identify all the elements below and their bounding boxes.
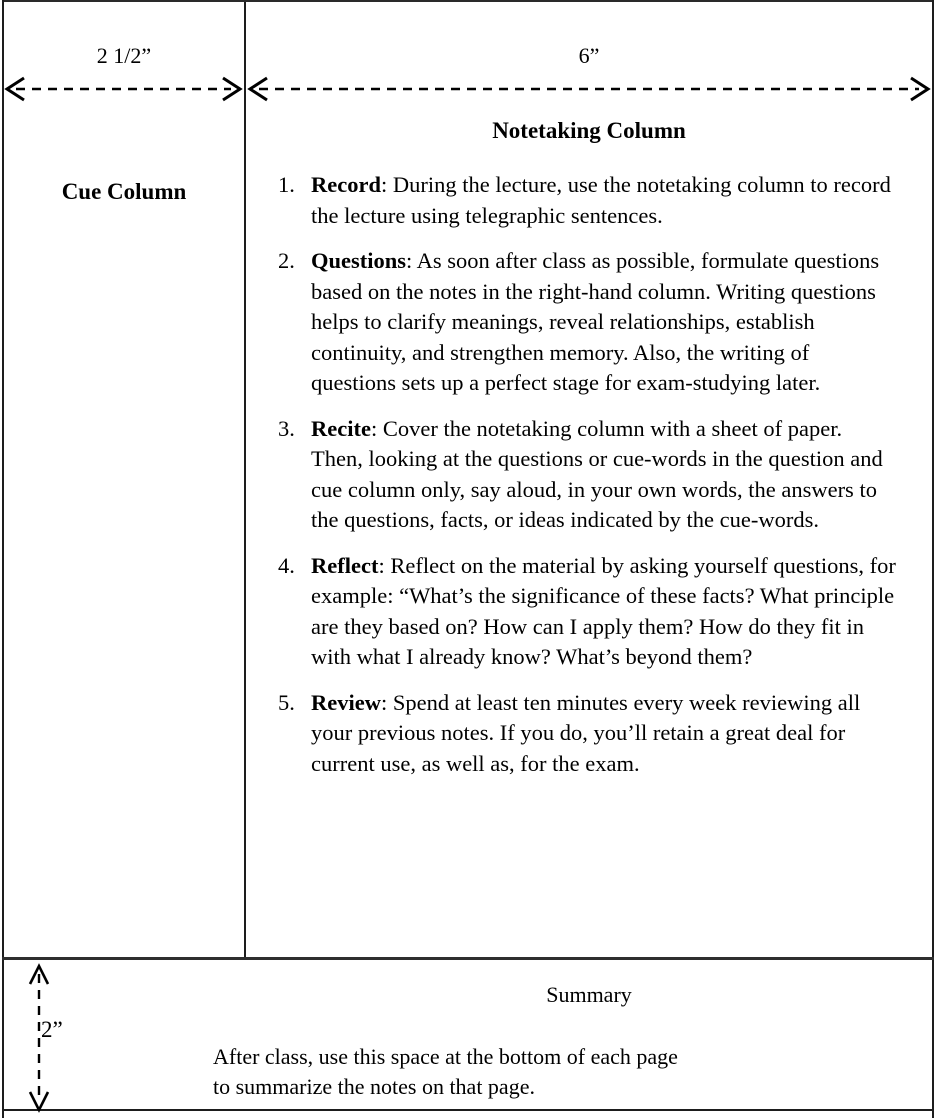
cue-column-width-arrow	[2, 76, 245, 102]
notetaking-step-number: 5.	[278, 689, 295, 715]
notetaking-step	[278, 170, 898, 231]
notetaking-steps-list	[278, 170, 898, 794]
page-border-bottom	[2, 1109, 934, 1111]
summary-instructions-line-2: to summarize the notes on that page.	[213, 1074, 535, 1099]
notetaking-step-number: 3.	[278, 415, 295, 441]
summary-divider-line	[2, 957, 934, 960]
notetaking-step	[278, 246, 898, 399]
summary-heading: Summary	[546, 982, 632, 1007]
notetaking-step-body	[311, 246, 898, 399]
notetaking-step-body	[311, 551, 898, 673]
notetaking-step	[278, 551, 898, 673]
notetaking-column-width-label: 6”	[578, 43, 600, 68]
summary-instructions-line-1: After class, use this space at the bottom of each page	[213, 1044, 678, 1069]
summary-height-label: 2”	[41, 1017, 63, 1042]
page-border-top	[2, 0, 934, 2]
notetaking-step-term: Record	[311, 172, 381, 197]
page-border-right	[932, 0, 934, 1118]
notetaking-step-text: : Cover the notetaking column with a sheet of paper. Then, looking at the questions or cue-words in the question and cue column only, say aloud, in your own words, the answers to the questions, facts, or ideas indicated by the cue-words.	[311, 415, 883, 532]
notetaking-column-width-arrow	[245, 76, 933, 102]
notetaking-column-heading: Notetaking Column	[492, 118, 686, 143]
page-border-left	[2, 0, 4, 1118]
notetaking-step-number: 4.	[278, 552, 295, 578]
notetaking-step-body	[311, 688, 898, 780]
notetaking-step-term: Questions	[311, 248, 407, 273]
notetaking-step	[278, 414, 898, 536]
notetaking-step	[278, 688, 898, 780]
notetaking-step-text: : During the lecture, use the notetaking column to record the lecture using telegraphic sentences.	[311, 172, 891, 228]
notetaking-step-text: : Spend at least ten minutes every week reviewing all your previous notes. If you do, you’ll retain a great deal for current use, as well as, for the exam.	[311, 689, 861, 776]
notetaking-step-text: : As soon after class as possible, formulate questions based on the notes in the right-hand column. Writing questions helps to clarify meanings, reveal relationships, establish continuity, and strengthen memory. Also, the writing of questions sets up a perfect stage for exam-studying later.	[311, 248, 880, 395]
summary-height-arrow	[26, 962, 52, 1114]
notetaking-step-term: Recite	[311, 415, 371, 441]
cue-column-width-label: 2 1/2”	[96, 43, 152, 68]
notetaking-step-text: : Reflect on the material by asking yourself questions, for example: “What’s the significance of these facts? What principle are they based on? How can I apply them? How do they fit in with what I already know? What’s beyond them?	[311, 552, 896, 669]
notetaking-step-body	[311, 170, 898, 231]
notetaking-step-body	[311, 414, 898, 536]
summary-instructions	[213, 1042, 853, 1102]
notetaking-step-number: 1.	[278, 172, 295, 197]
column-divider-line	[244, 2, 246, 958]
notetaking-step-number: 2.	[278, 248, 295, 273]
notetaking-step-term: Reflect	[311, 552, 379, 578]
notetaking-step-term: Review	[311, 689, 381, 715]
cue-column-heading: Cue Column	[61, 179, 187, 204]
